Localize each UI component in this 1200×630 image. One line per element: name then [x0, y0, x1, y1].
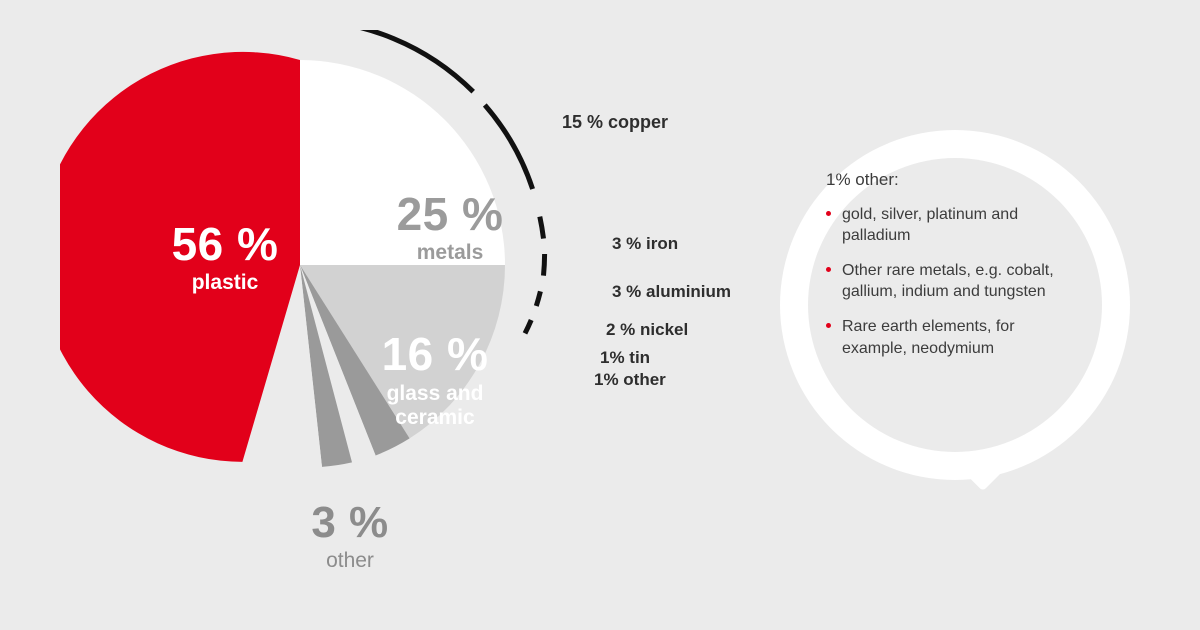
list-item-text: Rare earth elements, for example, neodymium: [842, 318, 1015, 357]
magnifier-title: 1% other:: [826, 170, 899, 189]
callout-aluminium: 3 % aluminium: [612, 282, 732, 301]
callout-copper: 15 % copper: [562, 112, 669, 132]
pie-label-metals-percent: 25 %: [396, 188, 504, 240]
callout-nickel: 2 % nickel: [606, 320, 689, 339]
pie-label-other-percent: 3 %: [311, 498, 389, 547]
pie-label-other: [255, 500, 445, 572]
pie-chart: [60, 30, 732, 573]
magnifier-bullet-list: [826, 204, 1076, 359]
pie-label-plastic-name: plastic: [191, 271, 259, 295]
bullet-dot-icon: [826, 323, 831, 328]
list-item-text: Other rare metals, e.g. cobalt, gallium, indium and tungsten: [842, 262, 1054, 301]
callout-tin: 1% tin: [600, 348, 651, 367]
bullet-dot-icon: [826, 211, 831, 216]
magnifier-content: [826, 170, 1076, 373]
bullet-dot-icon: [826, 267, 831, 272]
list-item: [826, 204, 1076, 246]
list-item: [826, 316, 1076, 358]
callout-iron: 3 % iron: [612, 234, 679, 253]
pie-label-other-name: other: [326, 549, 374, 573]
list-item-text: gold, silver, platinum and palladium: [842, 206, 1019, 245]
pie-label-metals-name: metals: [416, 241, 484, 265]
pie-label-metals: [355, 190, 545, 264]
pie-label-glass-name-2: ceramic: [395, 405, 475, 429]
pie-label-glass-ceramic: [335, 330, 535, 429]
callout-other: 1% other: [594, 370, 666, 389]
pie-label-plastic: [130, 220, 320, 294]
pie-label-glass-name-1: glass and: [386, 382, 484, 406]
magnifier-detail: [760, 110, 1180, 530]
list-item: [826, 260, 1076, 302]
pie-label-plastic-percent: 56 %: [171, 218, 279, 270]
pie-label-glass-percent: 16 %: [381, 328, 489, 380]
